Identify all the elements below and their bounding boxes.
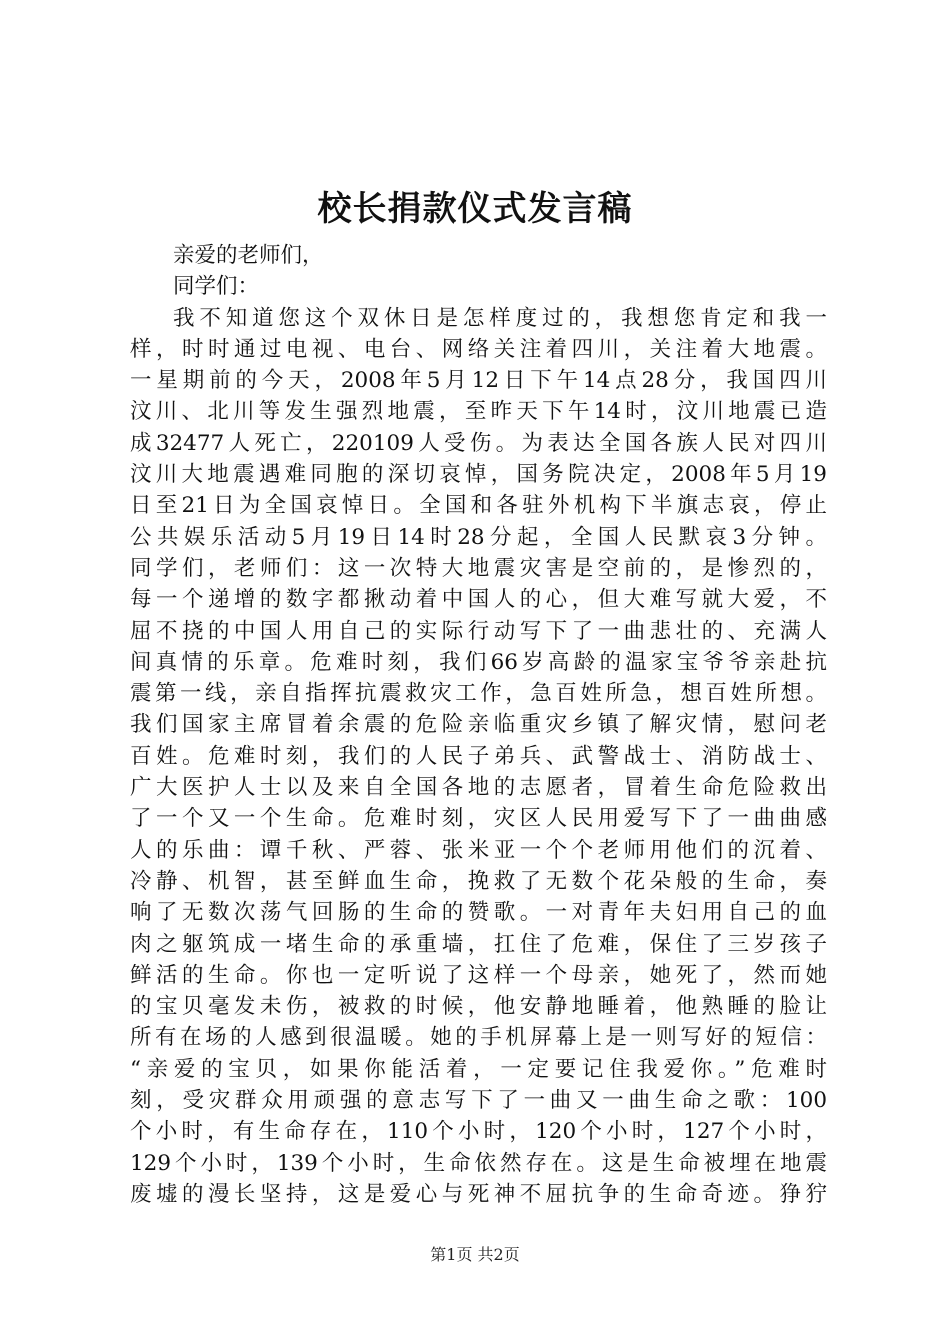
body-line: 人的乐曲：谭千秋、严蓉、张米亚一个个老师用他们的沉着、 [130,837,827,863]
body-line: 了一个又一个生命。危难时刻，灾区人民用爱写下了一曲曲感 [130,806,827,832]
greeting-line-1: 亲爱的老师们， [173,243,324,268]
document-body [130,240,827,1210]
body-line: 每一个递增的数字都揪动着中国人的心，但大难写就大爱，不 [130,587,827,613]
greeting-line-2: 同学们： [173,274,260,300]
body-line: 废墟的漫长坚持，这是爱心与死神不屈抗争的生命奇迹。狰狞 [130,1181,827,1207]
body-line: 样，时时通过电视、电台、网络关注着四川，关注着大地震。 [130,336,827,362]
body-line: 的宝贝毫发未伤，被救的时候，他安静地睡着，他熟睡的脸让 [130,994,827,1020]
body-line: 一星期前的今天，2008年5月12日下午14点28分，我国四川 [130,368,827,394]
body-line: 129个小时，139个小时，生命依然存在。这是生命被埋在地震 [130,1150,827,1176]
body-line: 我们国家主席冒着余震的危险亲临重灾乡镇了解灾情，慰问老 [130,712,827,738]
body-line: 冷静、机智，甚至鲜血生命，挽救了无数个花朵般的生命，奏 [130,868,827,894]
body-line: 公共娱乐活动5月19日14时28分起，全国人民默哀3分钟。 [130,524,827,550]
body-line: “亲爱的宝贝，如果你能活着，一定要记住我爱你。”危难时 [130,1056,827,1082]
body-line: 广大医护人士以及来自全国各地的志愿者，冒着生命危险救出 [130,775,827,801]
body-line: 震第一线，亲自指挥抗震救灾工作，急百姓所急，想百姓所想。 [130,681,827,707]
body-line: 所有在场的人感到很温暖。她的手机屏幕上是一则写好的短信： [130,1025,827,1051]
body-line: 个小时，有生命存在，110个小时，120个小时，127个小时， [130,1119,827,1145]
body-line: 鲜活的生命。你也一定听说了这样一个母亲，她死了，然而她 [130,962,827,988]
body-line: 日至21日为全国哀悼日。全国和各驻外机构下半旗志哀，停止 [130,493,827,519]
body-line: 间真情的乐章。危难时刻，我们66岁高龄的温家宝爷爷亲赴抗 [130,649,827,675]
body-line: 百姓。危难时刻，我们的人民子弟兵、武警战士、消防战士、 [130,743,827,769]
document-title: 校长捐款仪式发言稿 [317,189,633,229]
body-line: 刻，受灾群众用顽强的意志写下了一曲又一曲生命之歌：100 [130,1088,827,1114]
body-line: 成32477人死亡，220109人受伤。为表达全国各族人民对四川 [130,430,827,456]
body-line: 屈不挠的中国人用自己的实际行动写下了一曲悲壮的、充满人 [130,618,827,644]
body-line: 同学们，老师们：这一次特大地震灾害是空前的，是惨烈的， [130,555,827,581]
body-line: 响了无数次荡气回肠的生命的赞歌。一对青年夫妇用自己的血 [130,900,827,926]
body-line: 汶川、北川等发生强烈地震，至昨天下午14时，汶川地震已造 [130,399,827,425]
body-line: 我不知道您这个双休日是怎样度过的，我想您肯定和我一 [173,305,827,331]
page-footer: 第1页 共2页 [430,1245,520,1264]
body-line: 汶川大地震遇难同胞的深切哀悼，国务院决定，2008年5月19 [130,462,827,488]
body-line: 肉之躯筑成一堵生命的承重墙，扛住了危难，保住了三岁孩子 [130,931,827,957]
